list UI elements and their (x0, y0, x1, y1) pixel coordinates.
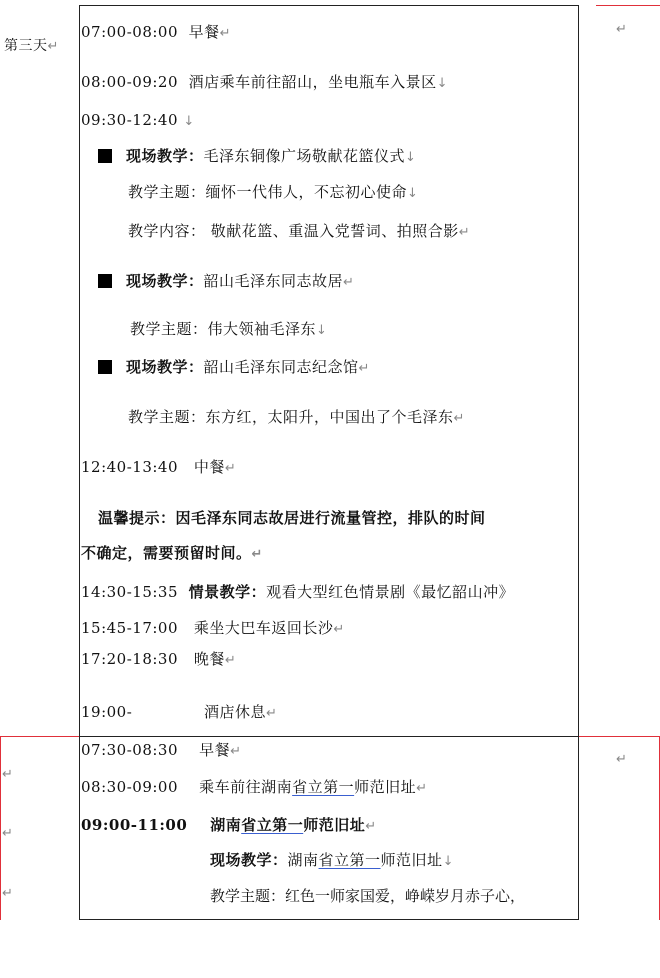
teaching-item: 现场教学：韶山毛泽东同志纪念馆↵ (98, 357, 370, 379)
row-divider (79, 736, 579, 737)
paragraph-mark: ↵ (2, 886, 14, 901)
teaching-item: 现场教学：湖南省立第一师范旧址↓ (210, 851, 454, 869)
table-border-bottom (79, 919, 579, 920)
schedule-row: 17:20-18:30 晚餐↵ (81, 650, 237, 668)
time: 12:40-13:40 (81, 458, 179, 476)
paragraph-mark: ↵ (2, 826, 14, 841)
schedule-row: 08:30-09:00 乘车前往湖南省立第一师范旧址↵ (81, 778, 428, 796)
page-frame-line (0, 736, 1, 920)
tip-line: 温馨提示：因毛泽东同志故居进行流量管控，排队的时间 (98, 509, 486, 527)
teaching-theme: 教学主题：红色一师家国爱，峥嵘岁月赤子心， (210, 887, 526, 905)
page-frame-line (0, 736, 79, 737)
paragraph-mark: ↵ (2, 767, 14, 782)
activity: 酒店休息 (204, 703, 267, 721)
table-border-right (578, 5, 579, 920)
bullet-square-icon (98, 149, 112, 163)
time: 15:45-17:00 (81, 619, 179, 637)
time: 07:30-08:30 (81, 741, 179, 759)
schedule-row: 09:00-11:00 湖南省立第一师范旧址↵ (81, 816, 377, 834)
time: 09:00-11:00 (81, 816, 188, 834)
time: 17:20-18:30 (81, 650, 179, 668)
schedule-row: 07:00-08:00 早餐↵ (81, 23, 231, 41)
time: 19:00- (81, 703, 133, 721)
day-label: 第三天↵ (4, 38, 59, 54)
time: 07:00-08:00 (81, 23, 179, 41)
table-border-left (79, 5, 80, 920)
schedule-row: 07:30-08:30 早餐↵ (81, 741, 242, 759)
table-border-top (79, 5, 579, 6)
teaching-theme: 教学主题：东方红，太阳升，中国出了个毛泽东↵ (128, 408, 465, 426)
time: 08:00-09:20 (81, 73, 179, 91)
activity: 晚餐 (193, 650, 225, 668)
activity: 观看大型红色情景剧《最忆韶山冲》 (266, 583, 515, 601)
time: 08:30-09:00 (81, 778, 179, 796)
activity: 乘坐大巴车返回长沙 (193, 619, 334, 637)
activity: 酒店乘车前往韶山，坐电瓶车入景区 (188, 73, 437, 91)
schedule-row: 12:40-13:40 中餐↵ (81, 458, 237, 476)
schedule-row: 08:00-09:20 酒店乘车前往韶山，坐电瓶车入景区↓ (81, 73, 448, 91)
activity: 中餐 (193, 458, 225, 476)
schedule-row (81, 702, 132, 722)
teaching-theme: 教学主题：缅怀一代伟人，不忘初心使命↓ (128, 183, 419, 201)
page-frame-line (579, 736, 660, 737)
tip-line: 不确定，需要预留时间。↵ (81, 544, 263, 562)
page-frame-line (596, 5, 660, 6)
schedule-row: 15:45-17:00 乘坐大巴车返回长沙↵ (81, 619, 345, 637)
schedule-row: 14:30-15:35 情景教学：观看大型红色情景剧《最忆韶山冲》 (81, 583, 515, 601)
bullet-square-icon (98, 360, 112, 374)
time: 14:30-15:35 (81, 583, 179, 601)
teaching-item: 现场教学：毛泽东铜像广场敬献花篮仪式↓ (98, 146, 416, 168)
schedule-row: 09:30-12:40 ↓ (81, 111, 195, 129)
paragraph-mark: ↵ (616, 22, 628, 37)
teaching-item: 现场教学：韶山毛泽东同志故居↵ (98, 271, 354, 293)
activity: 早餐 (188, 23, 220, 41)
bullet-square-icon (98, 274, 112, 288)
activity: 早餐 (199, 741, 231, 759)
time: 09:30-12:40 (81, 111, 179, 129)
schedule-row: 酒店休息↵ (204, 703, 278, 721)
teaching-content: 教学内容： 敬献花篮、重温入党誓词、拍照合影↵ (128, 222, 471, 240)
paragraph-mark: ↵ (616, 752, 628, 767)
teaching-theme: 教学主题：伟大领袖毛泽东↓ (130, 320, 328, 338)
